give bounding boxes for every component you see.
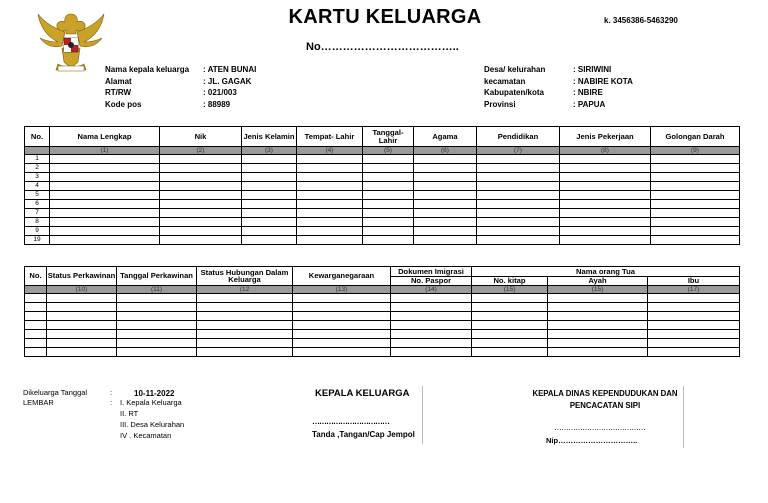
col-header: Jenis Kelamin: [242, 127, 297, 147]
col-number: (9): [651, 147, 740, 155]
lembar-item: II. RT: [120, 409, 139, 418]
info-value: : JL. GAGAK: [203, 76, 252, 86]
col-number: (11): [117, 286, 197, 294]
table-header-row: [25, 267, 740, 277]
col-number: (3): [242, 147, 297, 155]
table-row: 19: [25, 236, 740, 245]
col-number: (1): [50, 147, 160, 155]
family-members-table: [24, 126, 740, 245]
left-info-labels: [105, 64, 189, 110]
table-row: 9: [25, 227, 740, 236]
signature-caption: Tanda ,Tangan/Cap Jempol: [312, 430, 415, 439]
dinas-title: KEPALA DINAS KEPENDUDUKAN DAN PENCACATAN SIPI: [532, 389, 678, 410]
table-row: 4: [25, 182, 740, 191]
colon: :: [110, 388, 113, 397]
lembar-label: LEMBAR: [23, 398, 54, 407]
col-header: Kewarganegaraan: [293, 267, 391, 286]
lembar-item: III. Desa Kelurahan: [120, 420, 185, 429]
info-label: Provinsi: [484, 99, 516, 109]
garuda-emblem-icon: [36, 8, 106, 74]
col-number: (5): [363, 147, 414, 155]
divider: [422, 386, 423, 444]
info-value: : 88989: [203, 99, 231, 109]
dinas-signature-dots: …………………………………: [554, 423, 645, 432]
info-label: Kode pos: [105, 99, 142, 109]
col-header: No.: [25, 267, 47, 286]
col-number: (13): [293, 286, 391, 294]
lembar-list: [120, 397, 184, 441]
table-row: 3: [25, 173, 740, 182]
info-label: kecamatan: [484, 76, 526, 86]
table-header-row: [25, 127, 740, 147]
table-row: 1: [25, 155, 740, 164]
col-number: (10): [47, 286, 117, 294]
col-header: Tanggal- Lahir: [363, 127, 414, 147]
lembar-item: IV . Kecamatan: [120, 431, 172, 440]
info-label: Nama kepala keluarga: [105, 65, 190, 74]
col-header: Nama orang Tua: [472, 267, 740, 277]
col-header: Dokumen Imigrasi: [391, 267, 472, 277]
dikeluarkan-label: Dikeluarga Tanggal: [23, 388, 88, 397]
table-row: 6: [25, 200, 740, 209]
info-value: : SIRIWINI: [573, 65, 612, 74]
table-row: [25, 294, 740, 303]
info-label: Alamat: [105, 76, 132, 86]
column-number-row: [25, 147, 740, 155]
col-header: Nama Lengkap: [50, 127, 160, 147]
col-header: Tempat- Lahir: [297, 127, 363, 147]
col-header: Ayah: [548, 277, 648, 286]
col-number: (6): [414, 147, 477, 155]
col-header: Nik: [160, 127, 242, 147]
document-number-line: No………………………………..: [306, 41, 459, 53]
table-row: 5: [25, 191, 740, 200]
table-row: [25, 321, 740, 330]
table-row: 7: [25, 209, 740, 218]
col-number: (2): [160, 147, 242, 155]
col-number: (14): [391, 286, 472, 294]
kk-number: k. 3456386-5463290: [604, 16, 678, 25]
table-row: 2: [25, 164, 740, 173]
divider: [683, 386, 684, 448]
table-row: [25, 339, 740, 348]
table-row: [25, 330, 740, 339]
info-label: RT/RW: [105, 88, 132, 97]
col-header: Pendidikan: [477, 127, 560, 147]
left-info-values: [203, 64, 256, 110]
col-number: (15): [548, 286, 648, 294]
col-number: (4): [297, 147, 363, 155]
kepala-keluarga-title: KEPALA KELUARGA: [315, 388, 410, 399]
col-header: No. Paspor: [391, 277, 472, 286]
col-number: (12: [197, 286, 293, 294]
col-number: (15): [472, 286, 548, 294]
document-title: KARTU KELUARGA: [288, 6, 482, 28]
lembar-item: I. Kepala Keluarga: [120, 398, 182, 407]
info-value: : 021/003: [203, 88, 237, 97]
col-header: Jenis Pekerjaan: [560, 127, 651, 147]
col-header: Status Hubungan Dalam Keluarga: [197, 267, 293, 286]
info-label: Kabupaten/kota: [484, 88, 545, 97]
col-number: (8): [560, 147, 651, 155]
col-header: Status Perkawinan: [47, 267, 117, 286]
col-header: No. kitap: [472, 277, 548, 286]
issue-date: 10-11-2022: [134, 389, 175, 398]
col-header: Tanggal Perkawinan: [117, 267, 197, 286]
table-row: 8: [25, 218, 740, 227]
info-label: Desa/ kelurahan: [484, 65, 546, 74]
table-row: [25, 303, 740, 312]
table-row: [25, 348, 740, 357]
nip-line: Nip…………………………..: [546, 436, 638, 445]
column-number-row: [25, 286, 740, 294]
table-row: [25, 312, 740, 321]
col-number: (17): [648, 286, 740, 294]
info-value: : ATEN BUNAI: [203, 65, 257, 74]
col-number: (7): [477, 147, 560, 155]
right-info-labels: [484, 64, 545, 110]
info-value: : PAPUA: [573, 99, 606, 109]
signature-dots: ……………………………: [312, 417, 389, 426]
colon: :: [110, 398, 113, 407]
right-info-values: [573, 64, 633, 110]
col-header: Golongan Darah: [651, 127, 740, 147]
col-header: No.: [25, 127, 50, 147]
col-header: Agama: [414, 127, 477, 147]
family-status-table: [24, 266, 740, 357]
col-header: Ibu: [648, 277, 740, 286]
info-value: : NABIRE KOTA: [573, 76, 633, 86]
info-value: : NBIRE: [573, 88, 603, 97]
